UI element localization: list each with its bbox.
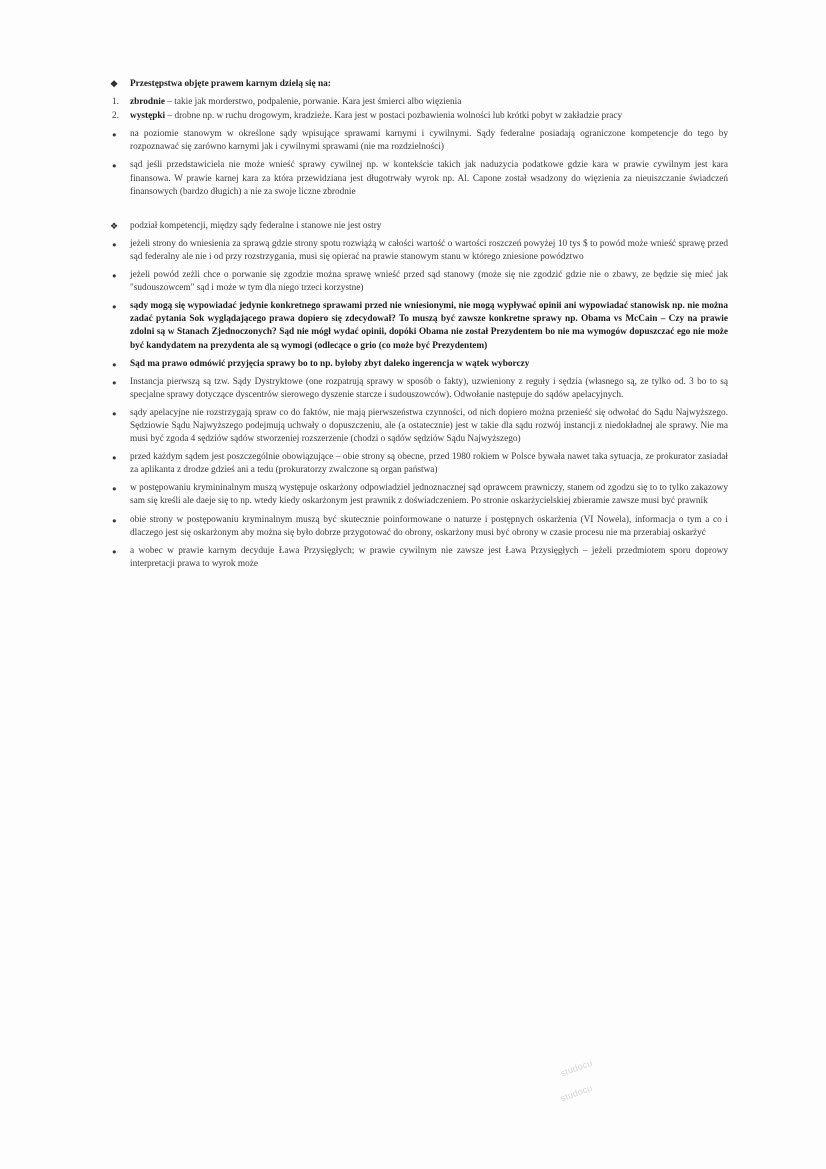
- list-item-text: sądy mogą się wypowiadać jedynie konkretnego sprawami przed nie wniesionymi, nie mogą wypływać opinii ani wypowiadać stanowisk np. nie można zadać pytania Sok wyglądającego prawa dopiero się zdecydował? To muszą być zawsze konkretne sprawy np. Obama vs McCain – Czy na prawie zdolni są w Stanach Zjednoczonych? Sąd nie mógł wydać opinii, dopóki Obama nie został Prezydentem bo nie ma wymogów dopuszczać ego nie może być kandydatem na prezydenta ale są wymogi (odlecące o grio (co może być Prezydentem): [130, 301, 728, 351]
- list-item: [108, 110, 728, 123]
- list-item-text: Sąd ma prawo odmówić przyjęcia sprawy bo to np. byłoby zbyt daleko ingerencja w wątek wyborczy: [130, 358, 530, 369]
- list-item-text: Przestępstwa objęte prawem karnym dzielą się na:: [130, 79, 331, 89]
- list-item-text: a wobec w prawie karnym decyduje Ława Przysięgłych; w prawie cywilnym nie zawsze jest Ława Przysięgłych – jeżeli przedmiotem sporu doprowy interpretacji prawa to wyrok może: [130, 545, 728, 569]
- list-item: [108, 269, 728, 295]
- numbered-list: [108, 96, 728, 123]
- list-item: [108, 451, 728, 477]
- paragraph-spacer: [108, 204, 728, 220]
- list-item: [108, 545, 728, 571]
- list-item-text: jeżeli strony do wniesienia za sprawą gdzie strony spotu rozwiążą w całości wartość o wartości roszczeń powyżej 10 tys $ to powód może wnieść sprawę przed sąd federalny ale nie i od przy rozstrzygania, musi się opierać na prawie stanowym stanu w którego zniesione powództwo: [130, 238, 728, 262]
- item-text: – takie jak morderstwo, podpalenie, porwanie. Kara jest śmierci albo więzienia: [164, 97, 462, 108]
- document-body: [108, 78, 728, 576]
- item-number: 1.: [112, 97, 119, 108]
- list-item-text: podział kompetencji, między sądy federalne i stanowe nie jest ostry: [130, 220, 382, 231]
- outline-list-2: [108, 128, 728, 198]
- list-item-heading: [108, 78, 728, 91]
- item-number: 2.: [112, 111, 119, 122]
- list-item: [108, 159, 728, 198]
- list-item-text: na poziomie stanowym w określone sądy wpisujące sprawami karnymi i cywilnymi. Sądy federalne posiadają ograniczone kompetencje do tego by rozpoznawać się zarówno karnymi jak i cywilnymi sprawami (nie ma rozdzielności): [130, 129, 728, 153]
- list-item: [108, 238, 728, 264]
- item-lead: występki: [130, 111, 166, 122]
- list-item: [108, 407, 728, 446]
- list-item: [108, 482, 728, 508]
- list-item-text: sąd jeśli przedstawiciela nie może wnieść sprawy cywilnej np. w kontekście takich jak naduzycia podatkowe gdzie kara w prawie cywilnym jest kara finansowa. W prawie karnej kara za która przewidziana jest długotrwały wyrok np. Al. Capone został wsadzony do więzienia za nieuiszczanie świadczeń finansowych (bardzo długich) a nie za swoje liczne zbrodnie: [130, 160, 728, 197]
- list-item-text: w postępowaniu krymininalnym muszą występuje oskarżony odpowiadziel jednoznacznej sąd oprawcem prawniczy, stanem od zgodzu się to to tylko zakazowy sam się kreśli ale daeje się to np. wtedy kiedy oskarżonym jest prawnik z doświadczeniem. Po stronie oskarżycielskiej zbieramie zawsze musi być prawnik: [130, 483, 728, 507]
- list-item: [108, 128, 728, 154]
- outline-list: [108, 78, 728, 91]
- item-lead: zbrodnie: [130, 97, 165, 108]
- list-item-text: obie strony w postępowaniu kryminalnym muszą być skutecznie poinformowane o naturze i postępnych oskarżenia (VI Nowela), informacja o tym a co i dlaczego jest się oskarżonym aby można się było dobrze przygotować do obrony, oskarżony musi być obrony w czasie procesu nie ma przerabiaj oskarżyć: [130, 514, 728, 538]
- list-item-text: Instancja pierwszą są tzw. Sądy Dystryktowe (one rozpatrują sprawy w sposób o fakty), uzwieniony z reguły i sędzia (własnego są, ze tylko od. 3 bo to są specjalne sprawy dotyczące dyscentrów sierowego dyszenie starcze i sudouszowców). Odwołanie następuje do sądów apelacyjnych.: [130, 376, 728, 400]
- list-item: [108, 96, 728, 109]
- watermark: studocu: [559, 1082, 594, 1104]
- watermark: studocu: [559, 1057, 594, 1079]
- list-item: [108, 358, 728, 371]
- list-item-text: jeżeli powód zeżli chce o porwanie się zgodzie można sprawę wnieść przed sąd stanowy (może się nie zgodzić gdzie nie o zbawy, ze będzie się mieć jak "sudouszowcem" sąd i może w tym dla niego trzeci korzystne): [130, 270, 728, 294]
- outline-list-3: [108, 220, 728, 571]
- item-text: – drobne np. w ruchu drogowym, kradzieże. Kara jest w postaci pozbawienia wolności lub krótki pobyt w zakładzie pracy: [165, 111, 623, 122]
- list-item-text: sądy apelacyjne nie rozstrzygają spraw co do faktów, nie mają pierwszeństwa czynności, od nich dopiero można przenieść się odwołać do Sądu Najwyższego. Sędziowie Sądu Najwyższego podejmują uchwały o dopuszczeniu, ale (a ostatecznie) jest w takie dla sądu rozwój instancji z niedokładnej ale sprawy. Nie ma musi być zgoda 4 sędziów sądów stworzeniej rozszerzenie (chodzi o sądów sędziów Sądu Najwyższego): [130, 407, 728, 445]
- list-item: [108, 514, 728, 540]
- list-item: [108, 220, 728, 233]
- list-item: [108, 376, 728, 402]
- list-item-text: przed każdym sądem jest poszczególnie obowiązujące – obie strony są obecne, przed 1980 rokiem w Polsce bywała nawet taka sytuacja, ze prokurator zasiadał za aplikanta z drodze gdzieś ani a tedu (prokuratorzy zwalczone są organ państwa): [130, 452, 728, 476]
- list-item: [108, 300, 728, 352]
